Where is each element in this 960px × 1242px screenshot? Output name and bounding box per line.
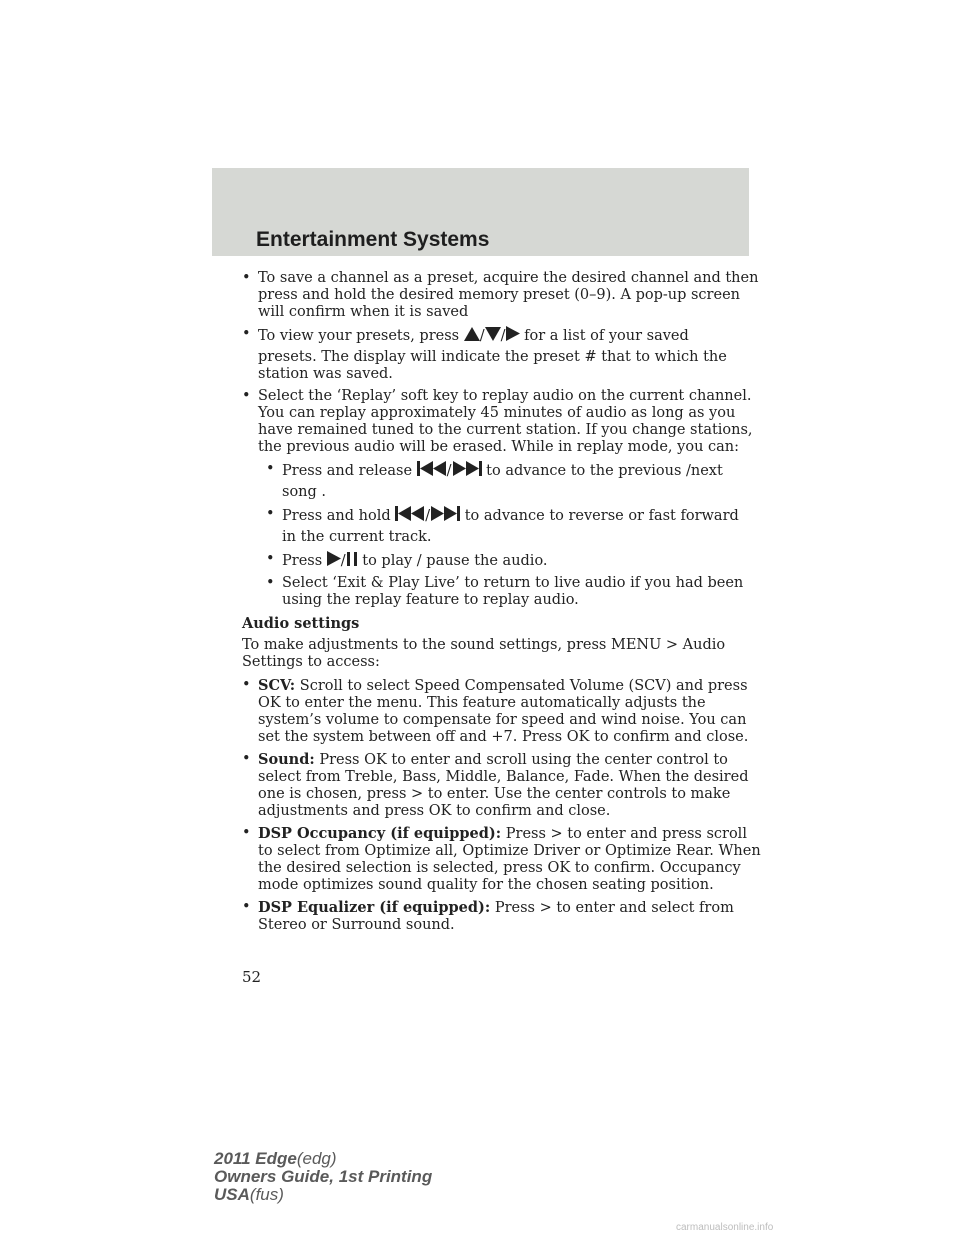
- item-text: Press > to enter and select from Stereo or Surround sound.: [258, 900, 734, 933]
- arrow-down-icon: [485, 327, 501, 341]
- bullet-text: to play / pause the audio.: [362, 553, 548, 569]
- bullet-text: Select the ‘Replay’ soft key to replay audio on the current channel. You can replay approximately 45 minutes of audio as long as you have remained tuned to the current station. If you change stations, the previous audio will be erased. While in replay mode, you can:: [258, 388, 753, 455]
- skip-next-icon: [452, 461, 482, 476]
- footer-line-2: Owners Guide, 1st Printing: [214, 1167, 433, 1186]
- sub-bullet-exit-live: [266, 575, 762, 609]
- bullet-text: for a list of your saved: [524, 328, 689, 344]
- bullet-text: Press and release: [282, 463, 413, 479]
- audio-settings-intro: To make adjustments to the sound settings, press MENU > Audio Settings to access:: [242, 637, 726, 670]
- footer-region: USA: [214, 1185, 250, 1204]
- footer-line-1: [214, 1150, 432, 1168]
- audio-settings-heading: Audio settings: [242, 615, 360, 632]
- bullet-text: To save a channel as a preset, acquire the desired channel and then press and hold the desired memory preset (0–9). A pop-up screen will confirm when it is saved: [258, 270, 759, 320]
- play-icon: [327, 551, 341, 566]
- page-number: 52: [242, 968, 262, 986]
- bullet-text: To view your presets, press: [258, 328, 460, 344]
- arrow-right-icon: [506, 326, 520, 341]
- item-text: Press OK to enter and scroll using the center control to select from Treble, Bass, Middle, Balance, Fade. When the desired one is chosen, press > to enter. Use the center controls to make adjustments and press OK to confirm and close.: [258, 752, 749, 819]
- separator: /: [446, 463, 452, 479]
- bullet-text: Press: [282, 553, 323, 569]
- audio-item-dsp-equalizer: [242, 899, 762, 934]
- skip-next-icon: [430, 506, 460, 521]
- audio-item-dsp-occupancy: [242, 825, 762, 894]
- footer-model-code: (edg): [296, 1149, 337, 1168]
- bullet-view-presets: [242, 326, 762, 383]
- footer-model: 2011 Edge: [214, 1149, 297, 1168]
- separator: /: [500, 328, 506, 344]
- bullet-text: presets. The display will indicate the preset # that to which the station was saved.: [258, 349, 727, 382]
- separator: /: [425, 508, 431, 524]
- item-term: Sound:: [258, 751, 315, 768]
- bullet-text: to advance to the previous /next: [486, 463, 723, 479]
- audio-item-sound: [242, 751, 762, 820]
- bullet-text: to advance to reverse or fast forward: [464, 508, 739, 524]
- item-text: Scroll to select Speed Compensated Volume (SCV) and press OK to enter the menu. This feature automatically adjusts the system’s volume to compensate for speed and wind noise. You can set the system between off and +7. Press OK to confirm and close.: [258, 678, 749, 745]
- bullet-text: Press and hold: [282, 508, 391, 524]
- footer-line-3: [214, 1186, 432, 1204]
- item-text: Press > to enter and press scroll to select from Optimize all, Optimize Driver or Optimize Rear. When the desired selection is selected, press OK to confirm. Occupancy mode optimizes sound quality for the chosen seating position.: [258, 826, 761, 893]
- bullet-text: Select ‘Exit & Play Live’ to return to live audio if you had been using the replay feature to replay audio.: [282, 575, 744, 608]
- separator: /: [340, 553, 346, 569]
- skip-previous-icon: [395, 506, 425, 521]
- pause-icon: [346, 552, 358, 566]
- section-title: Entertainment Systems: [256, 228, 490, 251]
- bullet-text: song .: [282, 484, 327, 500]
- page-content: [242, 270, 762, 939]
- document-footer: [214, 1150, 432, 1204]
- item-term: SCV:: [258, 677, 296, 694]
- separator: /: [479, 328, 485, 344]
- bullet-replay: [242, 388, 762, 456]
- item-term: DSP Occupancy (if equipped):: [258, 825, 502, 842]
- watermark-url: carmanualsonline.info: [676, 1222, 774, 1233]
- skip-previous-icon: [417, 461, 447, 476]
- bullet-save-preset: [242, 270, 762, 321]
- sub-bullet-press-release: [266, 461, 762, 501]
- arrow-up-icon: [464, 327, 480, 341]
- section-header: [212, 168, 749, 256]
- sub-bullet-press-hold: [266, 506, 762, 546]
- bullet-text: in the current track.: [282, 529, 432, 545]
- sub-bullet-press-play: [266, 551, 762, 570]
- item-term: DSP Equalizer (if equipped):: [258, 899, 491, 916]
- footer-region-code: (fus): [249, 1185, 284, 1204]
- audio-item-scv: [242, 677, 762, 746]
